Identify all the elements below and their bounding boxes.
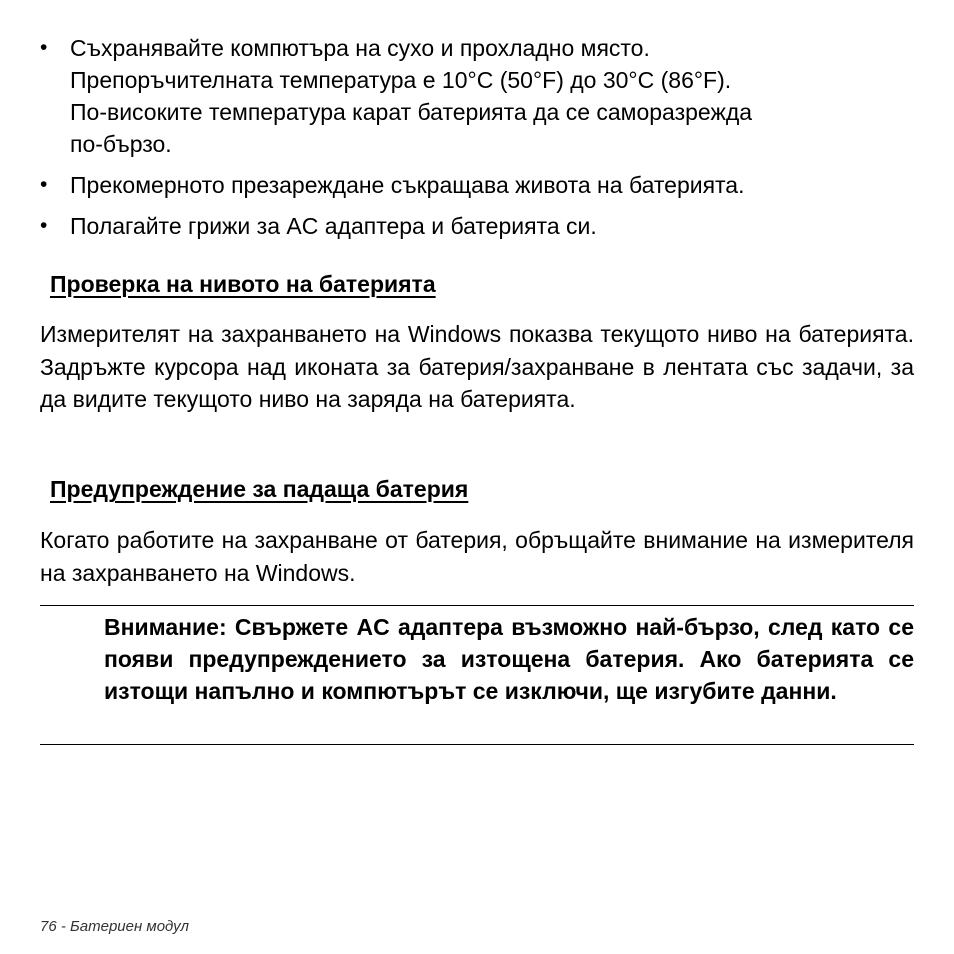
note-top-divider <box>40 605 914 606</box>
section-heading-battery-level: Проверка на нивото на батерията <box>50 271 436 297</box>
list-item <box>40 32 914 160</box>
bullet-icon: • <box>40 214 48 237</box>
low-battery-paragraph: Когато работите на захранване от батерия, обръщайте внимание на измерителя на захранването на Windows. <box>40 527 914 586</box>
warning-note: Внимание: Свържете AC адаптера възможно най-бързо, след като се появи предупреждението за изтощена батерия. Ако батерията се изтощи напълно и компютърът се изключи, ще изгубите данни. <box>104 614 914 705</box>
note-bottom-divider <box>40 744 914 745</box>
battery-care-list <box>40 32 914 242</box>
list-item-text: Полагайте грижи за AC адаптера и батерията си. <box>70 213 597 239</box>
list-item-text: Прекомерното презареждане съкращава живота на батерията. <box>70 172 745 198</box>
list-item <box>40 169 914 201</box>
list-item-text: Съхранявайте компютъра на сухо и прохладно място. Препоръчителната температура е 10°C (50°F) до 30°C (86°F). По-високите температура карат батерията да се саморазрежда по-бързо. <box>70 35 753 157</box>
section-heading-low-battery-warning: Предупреждение за падаща батерия <box>50 476 469 502</box>
bullet-icon: • <box>40 173 48 196</box>
battery-level-paragraph: Измерителят на захранването на Windows показва текущото ниво на батерията. Задръжте курсора над иконата за батерия/захранване в лентата със задачи, за да видите текущото ниво на заряда на батерията. <box>40 321 914 412</box>
list-item <box>40 210 914 242</box>
bullet-icon: • <box>40 36 48 59</box>
page-footer: 76 - Батериен модул <box>40 918 189 935</box>
